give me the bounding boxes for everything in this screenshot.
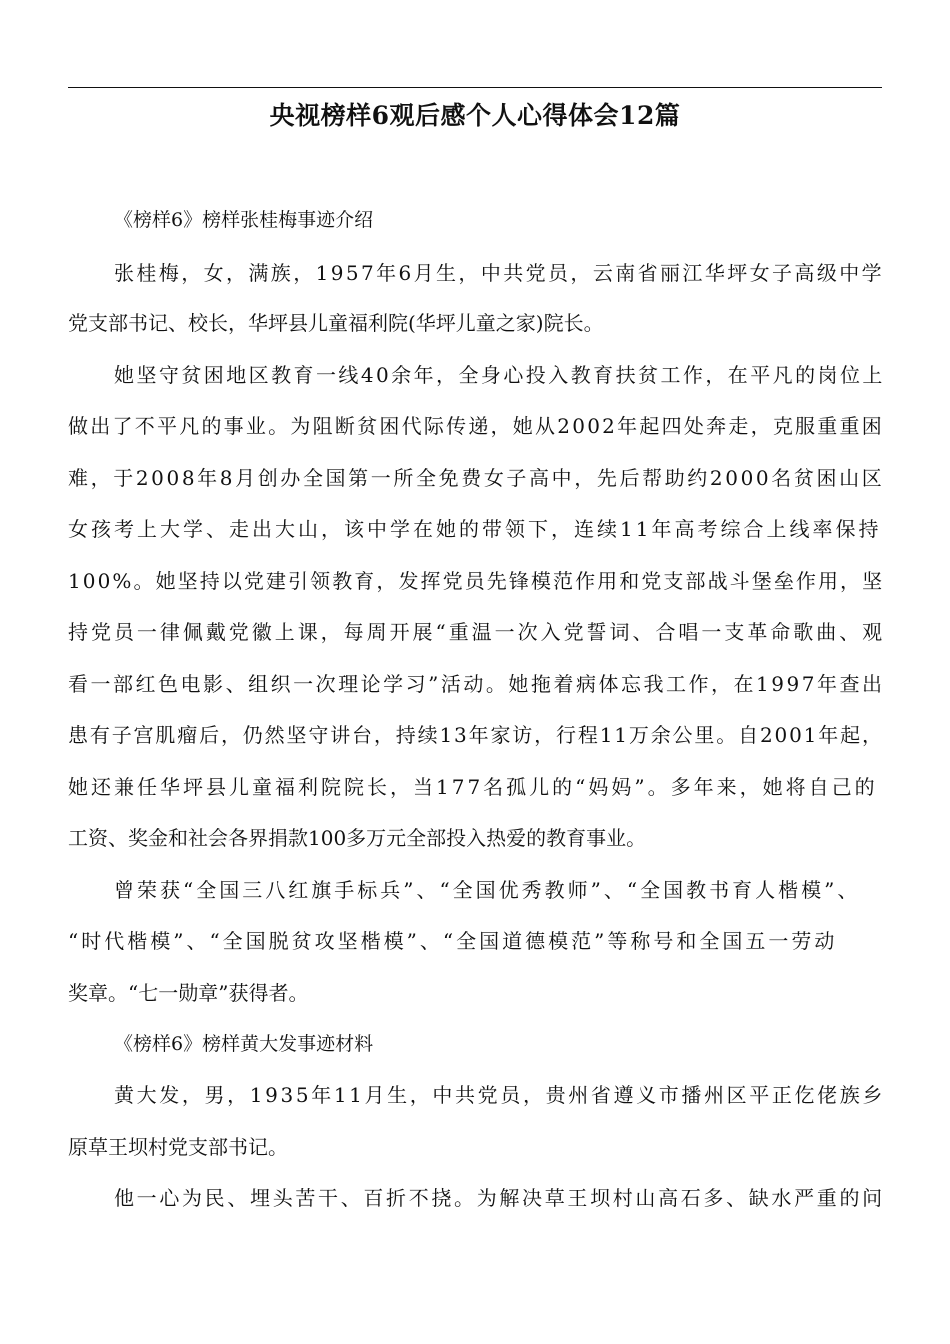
text-line: 党支部书记、校长，华坪县儿童福利院(华坪儿童之家)院长。 [68, 311, 604, 335]
text-line: 做出了不平凡的事业。为阻断贫困代际传递，她从2002年起四处奔走，克服重重困 [68, 414, 885, 438]
text-line: 100%。她坚持以党建引领教育，发挥党员先锋模范作用和党支部战斗堡垒作用，坚 [68, 569, 885, 593]
text-line: 她坚守贫困地区教育一线40余年，全身心投入教育扶贫工作，在平凡的岗位上 [114, 363, 885, 387]
text-line: 《榜样6》榜样黄大发事迹材料 [114, 1033, 374, 1055]
text-line: 看一部红色电影、组织一次理论学习”活动。她拖着病体忘我工作，在1997年查出 [68, 672, 885, 696]
text-line: 张桂梅，女，满族，1957年6月生，中共党员，云南省丽江华坪女子高级中学 [114, 261, 885, 285]
text-line: 工资、奖金和社会各界捐款100多万元全部投入热爱的教育事业。 [68, 826, 647, 850]
text-line: 持党员一律佩戴党徽上课，每周开展“重温一次入党誓词、合唱一支革命歌曲、观 [68, 620, 886, 644]
header-rule [68, 87, 882, 88]
text-line: 难，于2008年8月创办全国第一所全免费女子高中，先后帮助约2000名贫困山区 [68, 466, 885, 490]
text-line: 《榜样6》榜样张桂梅事迹介绍 [114, 209, 374, 231]
text-line: “时代楷模”、“全国脱贫攻坚楷模”、“全国道德模范”等称号和全国五一劳动 [68, 929, 838, 953]
document-title: 央视榜样6观后感个人心得体会12篇 [269, 101, 681, 130]
text-line: 他一心为民、埋头苦干、百折不挠。为解决草王坝村山高石多、缺水严重的问 [114, 1186, 885, 1210]
text-line: 黄大发，男，1935年11月生，中共党员，贵州省遵义市播州区平正仡佬族乡 [114, 1083, 886, 1107]
text-line: 女孩考上大学、走出大山，该中学在她的带领下，连续11年高考综合上线率保持 [68, 517, 882, 541]
text-line: 奖章。“七一勋章”获得者。 [68, 981, 309, 1005]
text-line: 原草王坝村党支部书记。 [68, 1135, 288, 1159]
text-line: 曾荣获“全国三八红旗手标兵”、“全国优秀教师”、“全国教书育人楷模”、 [114, 878, 861, 902]
text-line: 她还兼任华坪县儿童福利院院长，当177名孤儿的“妈妈”。多年来，她将自己的 [68, 775, 878, 799]
text-line: 患有子宫肌瘤后，仍然坚守讲台，持续13年家访，行程11万余公里。自2001年起， [68, 723, 884, 747]
